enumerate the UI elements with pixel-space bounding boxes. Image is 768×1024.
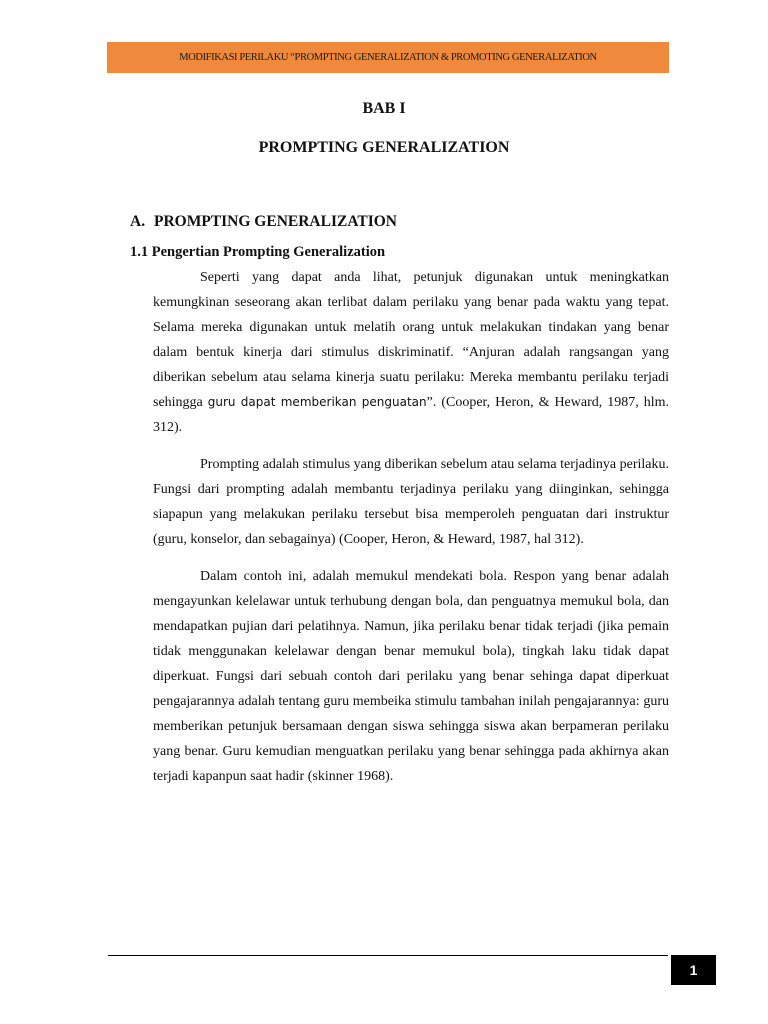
header-bar: [107, 42, 669, 73]
chapter-title: PROMPTING GENERALIZATION: [258, 139, 510, 156]
paragraph-2: Prompting adalah stimulus yang diberikan sebelum atau selama terjadinya perilaku. Fungsi dari prompting adalah membantu terjadinya perilaku yang diinginkan, sehingga siapapun yang melakukan perilaku tersebut bisa memperoleh penguatan dari instruktur (guru, konselor, dan sebagainya) (Cooper, Heron, & Heward, 1987, hal 312).: [153, 457, 669, 547]
footer-divider: [108, 955, 668, 956]
subsection-heading: 1.1 Pengertian Prompting Generalization: [130, 244, 386, 260]
paragraph-1-part-a: Seperti yang dapat anda lihat, petunjuk digunakan untuk meningkatkan kemungkinan seseorang akan terlibat dalam perilaku yang benar pada waktu yang tepat. Selama mereka digunakan untuk melatih orang untuk melakukan tindakan yang benar dalam bentuk kinerja dari stimulus diskriminatif. “Anjuran adalah rangsangan yang diberikan sebelum atau selama kinerja suatu perilaku: Mereka membantu perilaku terjadi sehingga: [153, 270, 669, 410]
section-letter: A.: [130, 213, 146, 230]
body-text: [153, 265, 669, 801]
chapter-number: BAB I: [362, 100, 406, 117]
running-header: MODIFIKASI PERILAKU “PROMPTING GENERALIZATION & PROMOTING GENERALIZATION: [179, 52, 597, 63]
paragraph-1: [153, 265, 669, 440]
section-heading: [130, 213, 397, 231]
paragraph-3: Dalam contoh ini, adalah memukul mendekati bola. Respon yang benar adalah mengayunkan kelelawar untuk terhubung dengan bola, dan penguatnya memukul bola, dan mendapatkan pujian dari pelatihnya. Namun, jika perilaku benar tidak terjadi (jika pemain tidak menggunakan kelelawar dengan benar memukul bola), tingkah laku tidak dapat diperkuat. Fungsi dari sebuah contoh dari perilaku yang benar sehinga dapat diperkuat pengajarannya adalah tentang guru membeika stimulu tambahan inilah pengajarannya: guru memberikan petunjuk bersamaan dengan siswa sehingga siswa akan berpameran perilaku yang benar. Guru kemudian menguatkan perilaku yang benar sehingga pada akhirnya akan terjadi kapanpun saat hadir (skinner 1968).: [153, 569, 669, 784]
section-title: PROMPTING GENERALIZATION: [154, 213, 397, 230]
paragraph-1-part-c: ”. (Cooper, Heron, & Heward, 1987, hlm. 312).: [153, 395, 669, 435]
page-number: 1: [671, 955, 716, 985]
paragraph-1-part-b: guru dapat memberikan penguatan: [207, 395, 427, 409]
